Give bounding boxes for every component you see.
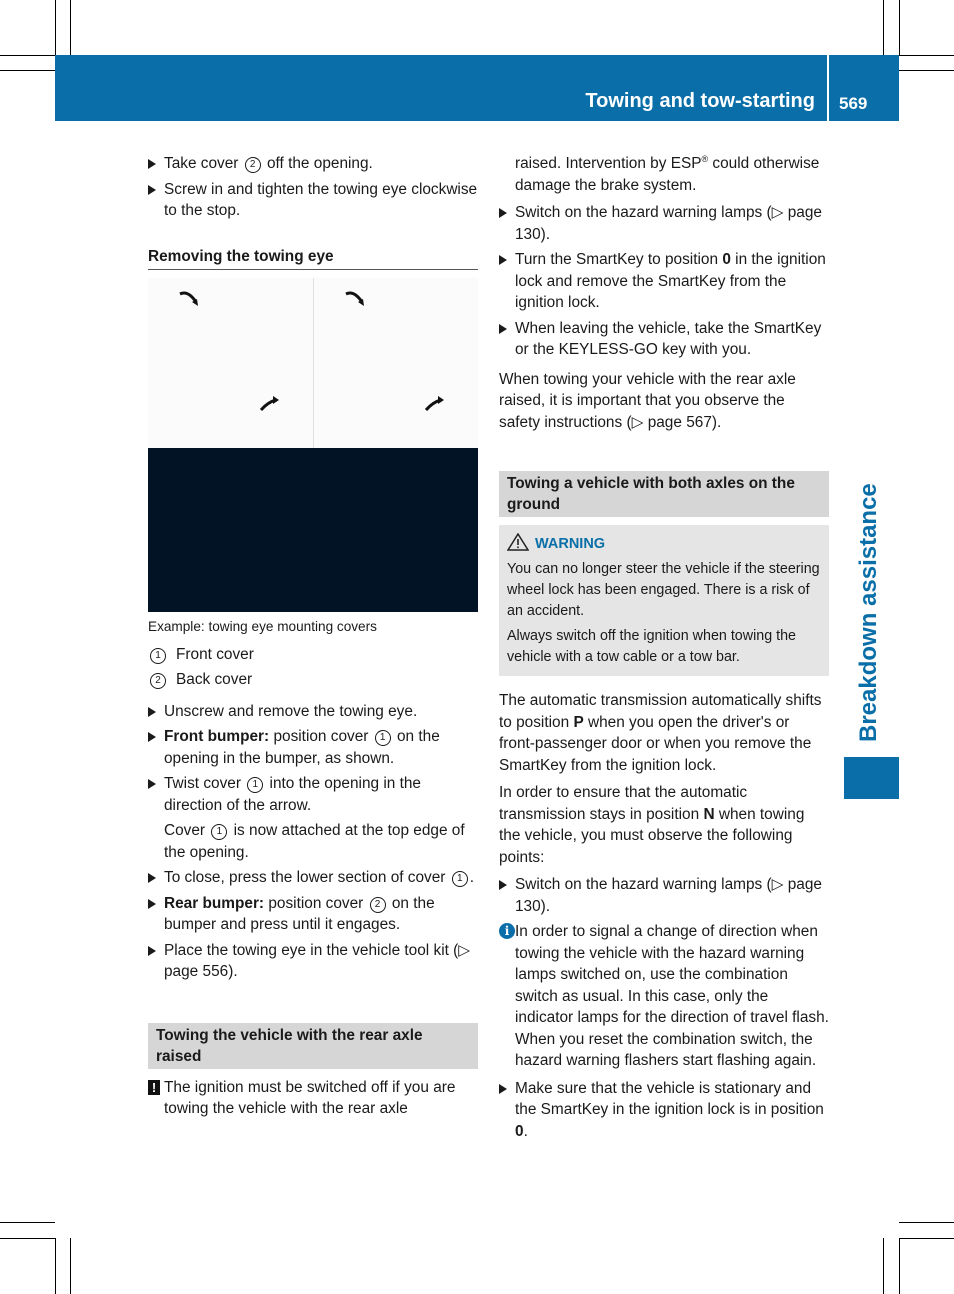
note-cover-attached: Cover 1 is now attached at the top edge of the opening.	[164, 822, 465, 861]
step-take-smartkey: When leaving the vehicle, take the SmartKey or the KEYLESS-GO key with you.	[499, 318, 829, 361]
step-turn-smartkey: Turn the SmartKey to position 0 in the ignition lock and remove the SmartKey from the ignition lock.	[499, 249, 829, 314]
page-header	[55, 55, 899, 121]
crop-mark	[899, 0, 900, 55]
left-column	[148, 153, 478, 1120]
para-position-n: In order to ensure that the automatic transmission stays in position N when towing the vehicle, you must observe the following points:	[499, 784, 805, 866]
chapter-tab-marker	[844, 757, 899, 799]
para-safety-instructions: When towing your vehicle with the rear axle raised, it is important that you observe the safety instructions (▷ page 567).	[499, 370, 796, 431]
warning-box	[499, 525, 829, 676]
crop-mark	[883, 0, 884, 55]
warning-triangle-icon	[507, 533, 529, 551]
header-divider	[827, 55, 829, 121]
step-twist-cover: Twist cover 1 into the opening in the direction of the arrow.	[148, 773, 478, 816]
figure-divider	[313, 278, 314, 448]
warning-text-ignition: Always switch off the ignition when towing the vehicle with a tow cable or a tow bar.	[507, 628, 797, 665]
heading-removing-towing-eye: Removing the towing eye	[148, 246, 478, 271]
note-esp-continued: raised. Intervention by ESP® could otherwise damage the brake system.	[515, 153, 820, 194]
note-ignition-off: ! The ignition must be switched off if you are towing the vehicle with the rear axle	[148, 1077, 478, 1120]
step-hazard-lamps-2: Switch on the hazard warning lamps (▷ page 130).	[499, 874, 829, 917]
arrow-icon	[258, 394, 280, 414]
crop-mark	[0, 70, 55, 71]
warning-title: WARNING	[507, 533, 821, 555]
figure-photo-dark-area	[148, 448, 478, 612]
crop-mark	[0, 1238, 55, 1239]
step-vehicle-stationary: Make sure that the vehicle is stationary and the SmartKey in the ignition lock is in position 0.	[499, 1078, 829, 1143]
right-column	[499, 153, 829, 1146]
step-close: To close, press the lower section of cover 1 .	[148, 867, 478, 889]
arrow-icon	[423, 394, 445, 414]
step-hazard-lamps: Switch on the hazard warning lamps (▷ page 130).	[499, 202, 829, 245]
legend-back-cover: 2 Back cover	[148, 669, 478, 691]
step-rear-bumper: Rear bumper: position cover 2 on the bumper and press until it engages.	[148, 893, 478, 936]
section-both-axles: Towing a vehicle with both axles on the ground	[499, 471, 829, 517]
crop-mark	[70, 1238, 71, 1294]
crop-mark	[899, 1222, 954, 1223]
exclamation-icon: !	[148, 1080, 160, 1095]
crop-mark	[899, 1238, 954, 1239]
step-take-cover: Take cover 2 off the opening.	[148, 153, 478, 175]
crop-mark	[0, 1222, 55, 1223]
page-title: Towing and tow-starting	[585, 90, 815, 112]
arrow-icon	[344, 288, 366, 308]
step-front-bumper: Front bumper: position cover 1 on the opening in the bumper, as shown.	[148, 726, 478, 769]
info-direction-signal: i In order to signal a change of direction when towing the vehicle with the hazard warning lamps switched on, use the combination switch as usual. In this case, only the indicator lamps for the direction of travel flash. When you reset the combination switch, the hazard warning flashers start flashing again.	[499, 921, 829, 1072]
step-screw-in: Screw in and tighten the towing eye clockwise to the stop.	[148, 179, 478, 222]
page-number: 569	[839, 94, 868, 113]
crop-mark	[55, 0, 56, 55]
crop-mark	[899, 55, 954, 56]
warning-text-steering: You can no longer steer the vehicle if the steering wheel lock has been engaged. There is a risk of an accident.	[507, 561, 820, 619]
crop-mark	[899, 1238, 900, 1294]
figure-towing-eye-covers	[148, 278, 478, 608]
chapter-tab-label: Breakdown assistance	[855, 483, 882, 742]
step-place-towing-eye: Place the towing eye in the vehicle tool kit (▷ page 556).	[148, 940, 478, 983]
section-rear-axle-raised: Towing the vehicle with the rear axle raised	[148, 1023, 478, 1069]
para-automatic-transmission: The automatic transmission automatically shifts to position P when you open the driver's or front-passenger door or when you remove the SmartKey from the ignition lock.	[499, 692, 822, 774]
crop-mark	[899, 70, 954, 71]
arrow-icon	[178, 288, 200, 308]
crop-mark	[883, 1238, 884, 1294]
legend-front-cover: 1 Front cover	[148, 644, 478, 666]
crop-mark	[55, 1238, 56, 1294]
step-unscrew: Unscrew and remove the towing eye.	[148, 701, 478, 723]
figure-caption: Example: towing eye mounting covers	[148, 619, 377, 634]
crop-mark	[0, 55, 55, 56]
info-icon: i	[499, 923, 515, 939]
crop-mark	[70, 0, 71, 55]
